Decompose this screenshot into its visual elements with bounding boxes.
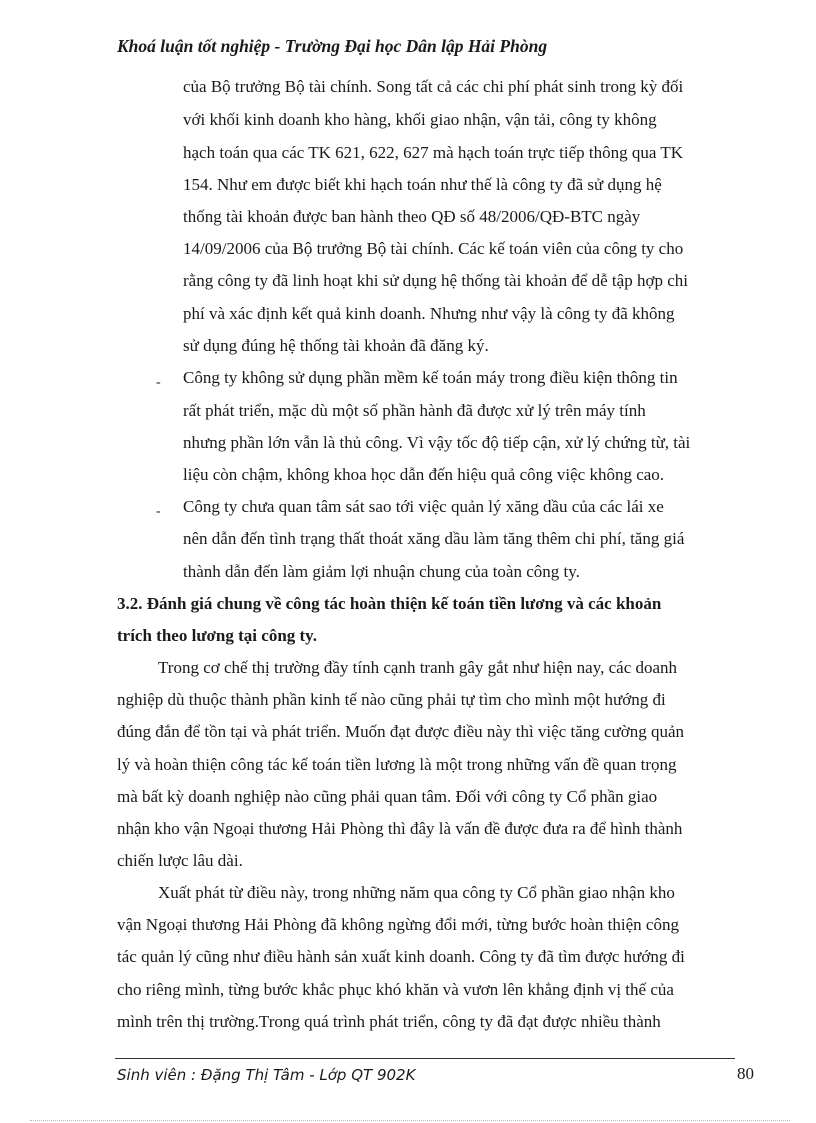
paragraph-line: mà bất kỳ doanh nghiệp nào cũng phải quan tâm. Đối với công ty Cổ phần giao xyxy=(117,787,658,806)
footer-rule xyxy=(115,1058,735,1059)
paragraph-line: cho riêng mình, từng bước khắc phục khó khăn và vươn lên khẳng định vị thế của xyxy=(117,980,674,999)
paragraph-line: rằng công ty đã linh hoạt khi sử dụng hệ thống tài khoản để dễ tập hợp chi xyxy=(183,271,688,290)
paragraph-line: vận Ngoại thương Hải Phòng đã không ngừng đổi mới, từng bước hoàn thiện công xyxy=(117,915,679,934)
paragraph-line: nhận kho vận Ngoại thương Hải Phòng thì đây là vấn đề được đưa ra để hình thành xyxy=(117,819,683,838)
bullet-marker: - xyxy=(156,504,161,519)
paragraph-line: thống tài khoản được ban hành theo QĐ số 48/2006/QĐ-BTC ngày xyxy=(183,207,641,226)
footer-student: Sinh viên : Đặng Thị Tâm - Lớp QT 902K xyxy=(117,1066,416,1084)
bullet-line: thành dẫn đến làm giảm lợi nhuận chung của toàn công ty. xyxy=(183,562,580,581)
bullet-line: rất phát triển, mặc dù một số phần hành đã được xử lý trên máy tính xyxy=(183,401,646,420)
paragraph-line: lý và hoàn thiện công tác kế toán tiền lương là một trong những vấn đề quan trọng xyxy=(117,755,677,774)
paragraph-line: 154. Như em được biết khi hạch toán như thế là công ty đã sử dụng hệ xyxy=(183,175,662,194)
paragraph-line: Trong cơ chế thị trường đầy tính cạnh tranh gây gắt như hiện nay, các doanh xyxy=(158,658,678,677)
paragraph-line: 14/09/2006 của Bộ trưởng Bộ tài chính. Các kế toán viên của công ty cho xyxy=(183,239,684,258)
paragraph-line: phí và xác định kết quả kinh doanh. Nhưng như vậy là công ty đã không xyxy=(183,304,675,323)
section-heading: 3.2. Đánh giá chung về công tác hoàn thiện kế toán tiền lương và các khoản xyxy=(117,594,662,613)
bullet-line: Công ty chưa quan tâm sát sao tới việc quản lý xăng dầu của các lái xe xyxy=(183,497,664,516)
paragraph-line: Xuất phát từ điều này, trong những năm qua công ty Cổ phần giao nhận kho xyxy=(158,883,675,902)
bullet-marker: - xyxy=(156,375,161,390)
page-header-title: Khoá luận tốt nghiệp - Trường Đại học Dân lập Hải Phòng xyxy=(117,36,548,56)
bullet-line: nên dẫn đến tình trạng thất thoát xăng dầu làm tăng thêm chi phí, tăng giá xyxy=(183,529,685,548)
page-edge-divider xyxy=(30,1120,790,1121)
page-number: 80 xyxy=(737,1064,754,1083)
paragraph-line: chiến lược lâu dài. xyxy=(117,851,243,870)
paragraph-line: sử dụng đúng hệ thống tài khoản đã đăng ký. xyxy=(183,336,489,355)
paragraph-line: với khối kinh doanh kho hàng, khối giao nhận, vận tải, công ty không xyxy=(183,110,657,129)
paragraph-line: nghiệp dù thuộc thành phần kinh tế nào cũng phải tự tìm cho mình một hướng đi xyxy=(117,690,666,709)
bullet-line: liệu còn chậm, không khoa học dẫn đến hiệu quả công việc không cao. xyxy=(183,465,665,484)
bullet-line: Công ty không sử dụng phần mềm kế toán máy trong điều kiện thông tin xyxy=(183,368,678,387)
paragraph-line: đúng đắn để tồn tại và phát triển. Muốn đạt được điều này thì việc tăng cường quản xyxy=(117,722,685,741)
paragraph-line: mình trên thị trường.Trong quá trình phát triển, công ty đã đạt được nhiều thành xyxy=(117,1012,661,1031)
section-heading: trích theo lương tại công ty. xyxy=(117,626,317,645)
bullet-line: nhưng phần lớn vẫn là thủ công. Vì vậy tốc độ tiếp cận, xử lý chứng từ, tài xyxy=(183,433,691,452)
paragraph-line: hạch toán qua các TK 621, 622, 627 mà hạch toán trực tiếp thông qua TK xyxy=(183,143,684,162)
paragraph-line: của Bộ trưởng Bộ tài chính. Song tất cả các chi phí phát sinh trong kỳ đối xyxy=(183,77,684,96)
paragraph-line: tác quản lý cũng như điều hành sản xuất kinh doanh. Công ty đã tìm được hướng đi xyxy=(117,947,685,966)
